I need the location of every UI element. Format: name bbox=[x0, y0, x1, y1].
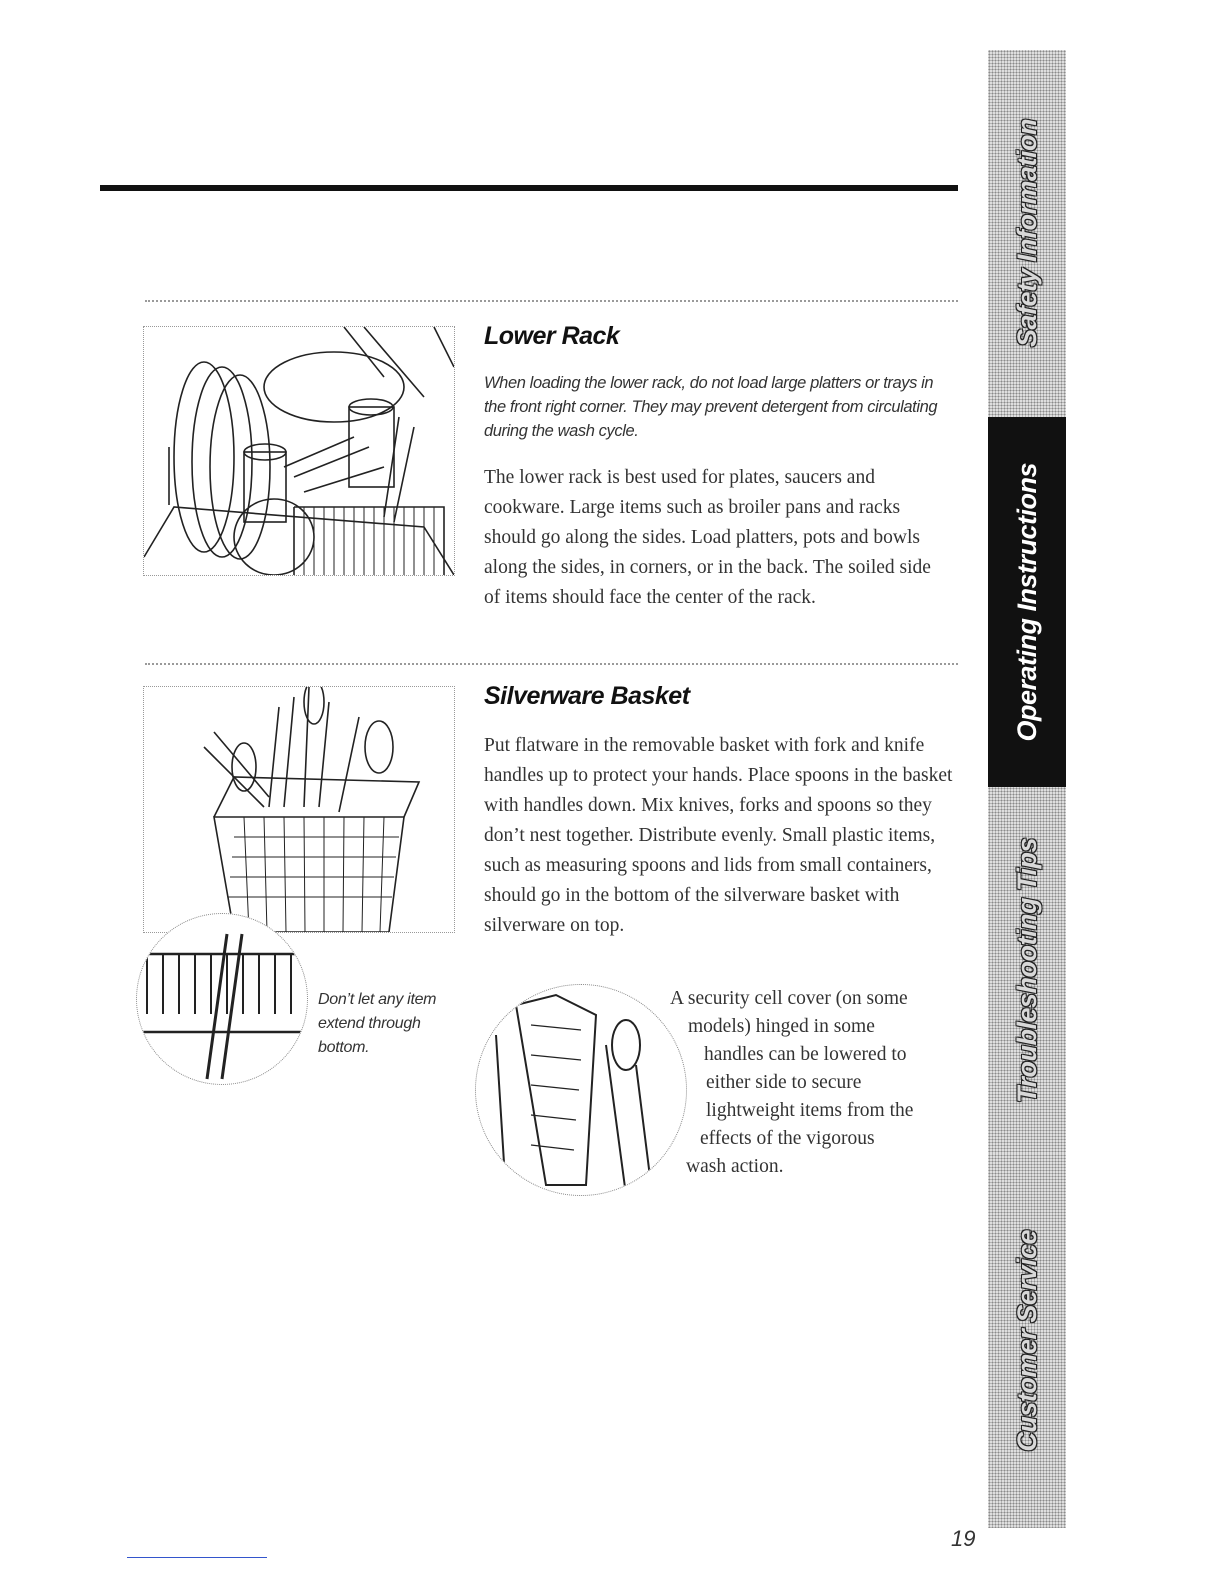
lower-rack-illustration bbox=[143, 326, 455, 576]
tab-label: Safety Information bbox=[1011, 119, 1042, 348]
security-cell-circle bbox=[475, 984, 687, 1196]
tab-safety-information[interactable] bbox=[988, 50, 1066, 417]
security-line: models) hinged in some bbox=[688, 1016, 875, 1037]
lower-rack-heading: Lower Rack bbox=[484, 322, 620, 350]
security-line: wash action. bbox=[686, 1156, 784, 1177]
silverware-basket-heading: Silverware Basket bbox=[484, 682, 690, 710]
basket-caption: Don’t let any item extend through bottom. bbox=[318, 991, 437, 1056]
security-line: lightweight items from the bbox=[706, 1100, 914, 1121]
footer-line bbox=[127, 1557, 267, 1558]
basket-closeup-circle bbox=[136, 913, 308, 1085]
security-line: handles can be lowered to bbox=[704, 1044, 907, 1065]
page-number: 19 bbox=[951, 1526, 976, 1551]
silverware-basket-illustration bbox=[143, 686, 455, 933]
section-tabs bbox=[988, 50, 1066, 1528]
section-divider-middle bbox=[145, 663, 958, 665]
security-line: A security cell cover (on some bbox=[670, 988, 908, 1009]
tab-label: Troubleshooting Tips bbox=[1011, 838, 1042, 1103]
tab-troubleshooting-tips[interactable] bbox=[988, 787, 1066, 1154]
security-line: either side to secure bbox=[706, 1072, 862, 1093]
top-rule bbox=[100, 185, 958, 191]
silverware-basket-body: Put flatware in the removable basket with fork and knife handles up to protect your hands. Place spoons in the basket with handles down. Mix knives, forks and spoons so they don’t nest together. Distribute evenly. Small plastic items, such as measuring spoons and lids from small containers, should go in the bottom of the silverware basket with silverware on top. bbox=[484, 735, 953, 936]
tab-label: Operating Instructions bbox=[1011, 462, 1042, 742]
security-line: effects of the vigorous bbox=[700, 1128, 875, 1149]
tab-customer-service[interactable] bbox=[988, 1154, 1066, 1528]
lower-rack-note: When loading the lower rack, do not load large platters or trays in the front right corner. They may prevent detergent from circulating during the wash cycle. bbox=[484, 374, 938, 440]
section-divider-top bbox=[145, 300, 958, 302]
tab-label: Customer Service bbox=[1011, 1230, 1042, 1452]
security-cell-text bbox=[670, 985, 970, 1181]
lower-rack-body: The lower rack is best used for plates, saucers and cookware. Large items such as broiler pans and racks should go along the sides. Load platters, pots and bowls along the sides, in corners, or in the back. The soiled side of items should face the center of the rack. bbox=[484, 467, 931, 608]
tab-operating-instructions[interactable] bbox=[988, 417, 1066, 787]
